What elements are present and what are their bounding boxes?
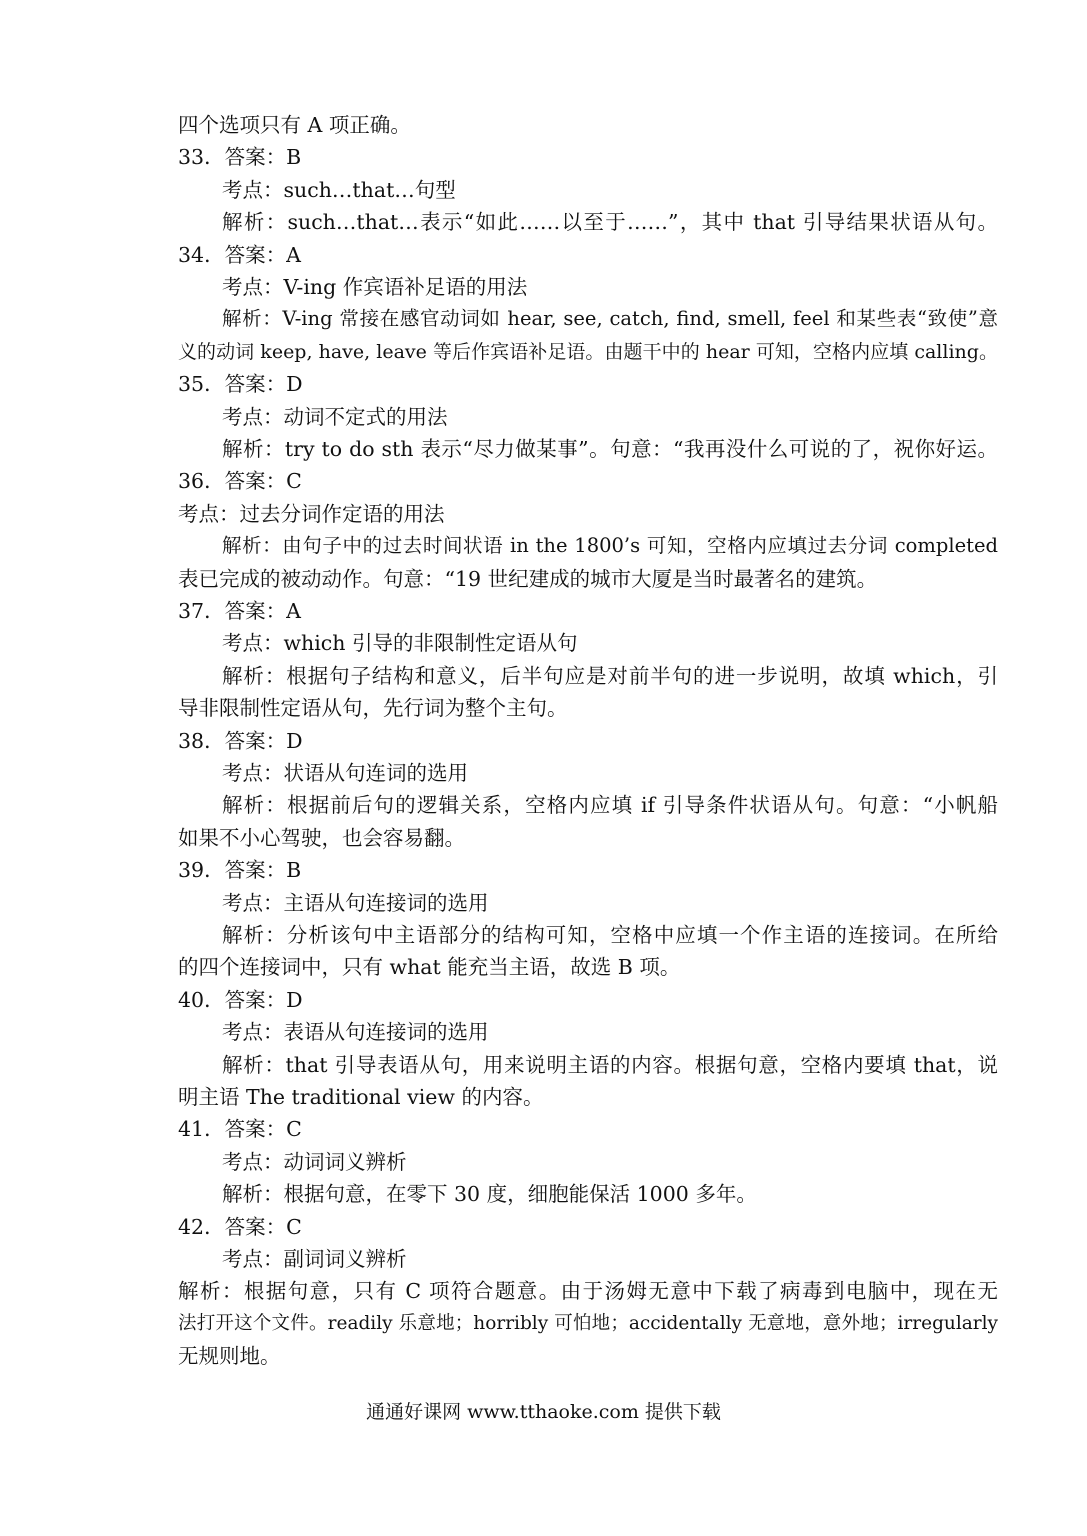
text-line: 考点：表语从句连接词的选用: [222, 1020, 489, 1044]
text-line: 考点：副词词义辨析: [222, 1247, 407, 1271]
text-line: 考点：动词词义辨析: [222, 1150, 407, 1174]
text-line: 解析：根据句子结构和意义，后半句应是对前半句的进一步说明，故填 which，引: [222, 664, 998, 688]
text-line: 解析：such…that…表示“如此……以至于……”，其中 that 引导结果状语从句。: [222, 210, 998, 234]
text-line: 37．答案：A: [178, 599, 301, 623]
text-line: 解析：由句子中的过去时间状语 in the 1800’s 可知，空格内应填过去分词 completed: [222, 534, 998, 557]
text-line: 如果不小心驾驶，也会容易翻。: [178, 826, 465, 850]
text-line: 表已完成的被动动作。句意：“19 世纪建成的城市大厦是当时最著名的建筑。: [178, 567, 878, 591]
text-line: 法打开这个文件。readily 乐意地；horribly 可怕地；accidentally 无意地，意外地；irregularly: [178, 1313, 998, 1334]
text-line: 38．答案：D: [178, 729, 303, 753]
text-line: 考点：such…that…句型: [222, 178, 456, 202]
text-line: 42．答案：C: [178, 1215, 302, 1239]
text-line: 考点：which 引导的非限制性定语从句: [222, 631, 578, 655]
text-line: 义的动词 keep, have, leave 等后作宾语补足语。由题干中的 hear 可知，空格内应填 calling。: [178, 341, 998, 363]
text-line: 解析：try to do sth 表示“尽力做某事”。句意：“我再没什么可说的了，祝你好运。: [222, 437, 998, 461]
text-line: 35．答案：D: [178, 372, 303, 396]
text-line: 考点：动词不定式的用法: [222, 405, 448, 429]
text-line: 解析：根据前后句的逻辑关系，空格内应填 if 引导条件状语从句。句意：“小帆船: [222, 793, 998, 817]
text-line: 导非限制性定语从句，先行词为整个主句。: [178, 696, 568, 720]
text-line: 考点：V-ing 作宾语补足语的用法: [222, 275, 528, 299]
text-line: 39．答案：B: [178, 858, 302, 882]
text-line: 考点：过去分词作定语的用法: [178, 502, 445, 526]
text-line: 36．答案：C: [178, 469, 302, 493]
text-line: 解析：分析该句中主语部分的结构可知，空格中应填一个作主语的连接词。在所给: [222, 923, 998, 947]
text-line: 41．答案：C: [178, 1117, 302, 1141]
text-line: 解析：根据句意，只有 C 项符合题意。由于汤姆无意中下载了病毒到电脑中，现在无: [178, 1279, 998, 1303]
text-line: 40．答案：D: [178, 988, 303, 1012]
text-line: 明主语 The traditional view 的内容。: [178, 1085, 544, 1109]
text-line: 考点：状语从句连词的选用: [222, 761, 468, 785]
text-line: 的四个连接词中，只有 what 能充当主语，故选 B 项。: [178, 955, 681, 979]
text-line: 34．答案：A: [178, 243, 301, 267]
text-line: 四个选项只有 A 项正确。: [178, 113, 411, 137]
text-line: 无规则地。: [178, 1344, 281, 1368]
text-line: 解析：that 引导表语从句，用来说明主语的内容。根据句意，空格内要填 that，说: [222, 1053, 998, 1077]
text-line: 解析：根据句意，在零下 30 度，细胞能保活 1000 多年。: [222, 1182, 757, 1206]
page-footer: 通通好课网 www.tthaoke.com 提供下载: [366, 1401, 721, 1423]
text-line: 33．答案：B: [178, 145, 302, 169]
text-line: 考点：主语从句连接词的选用: [222, 891, 489, 915]
text-line: 解析：V-ing 常接在感官动词如 hear, see, catch, find, smell, feel 和某些表“致使”意: [222, 307, 998, 330]
